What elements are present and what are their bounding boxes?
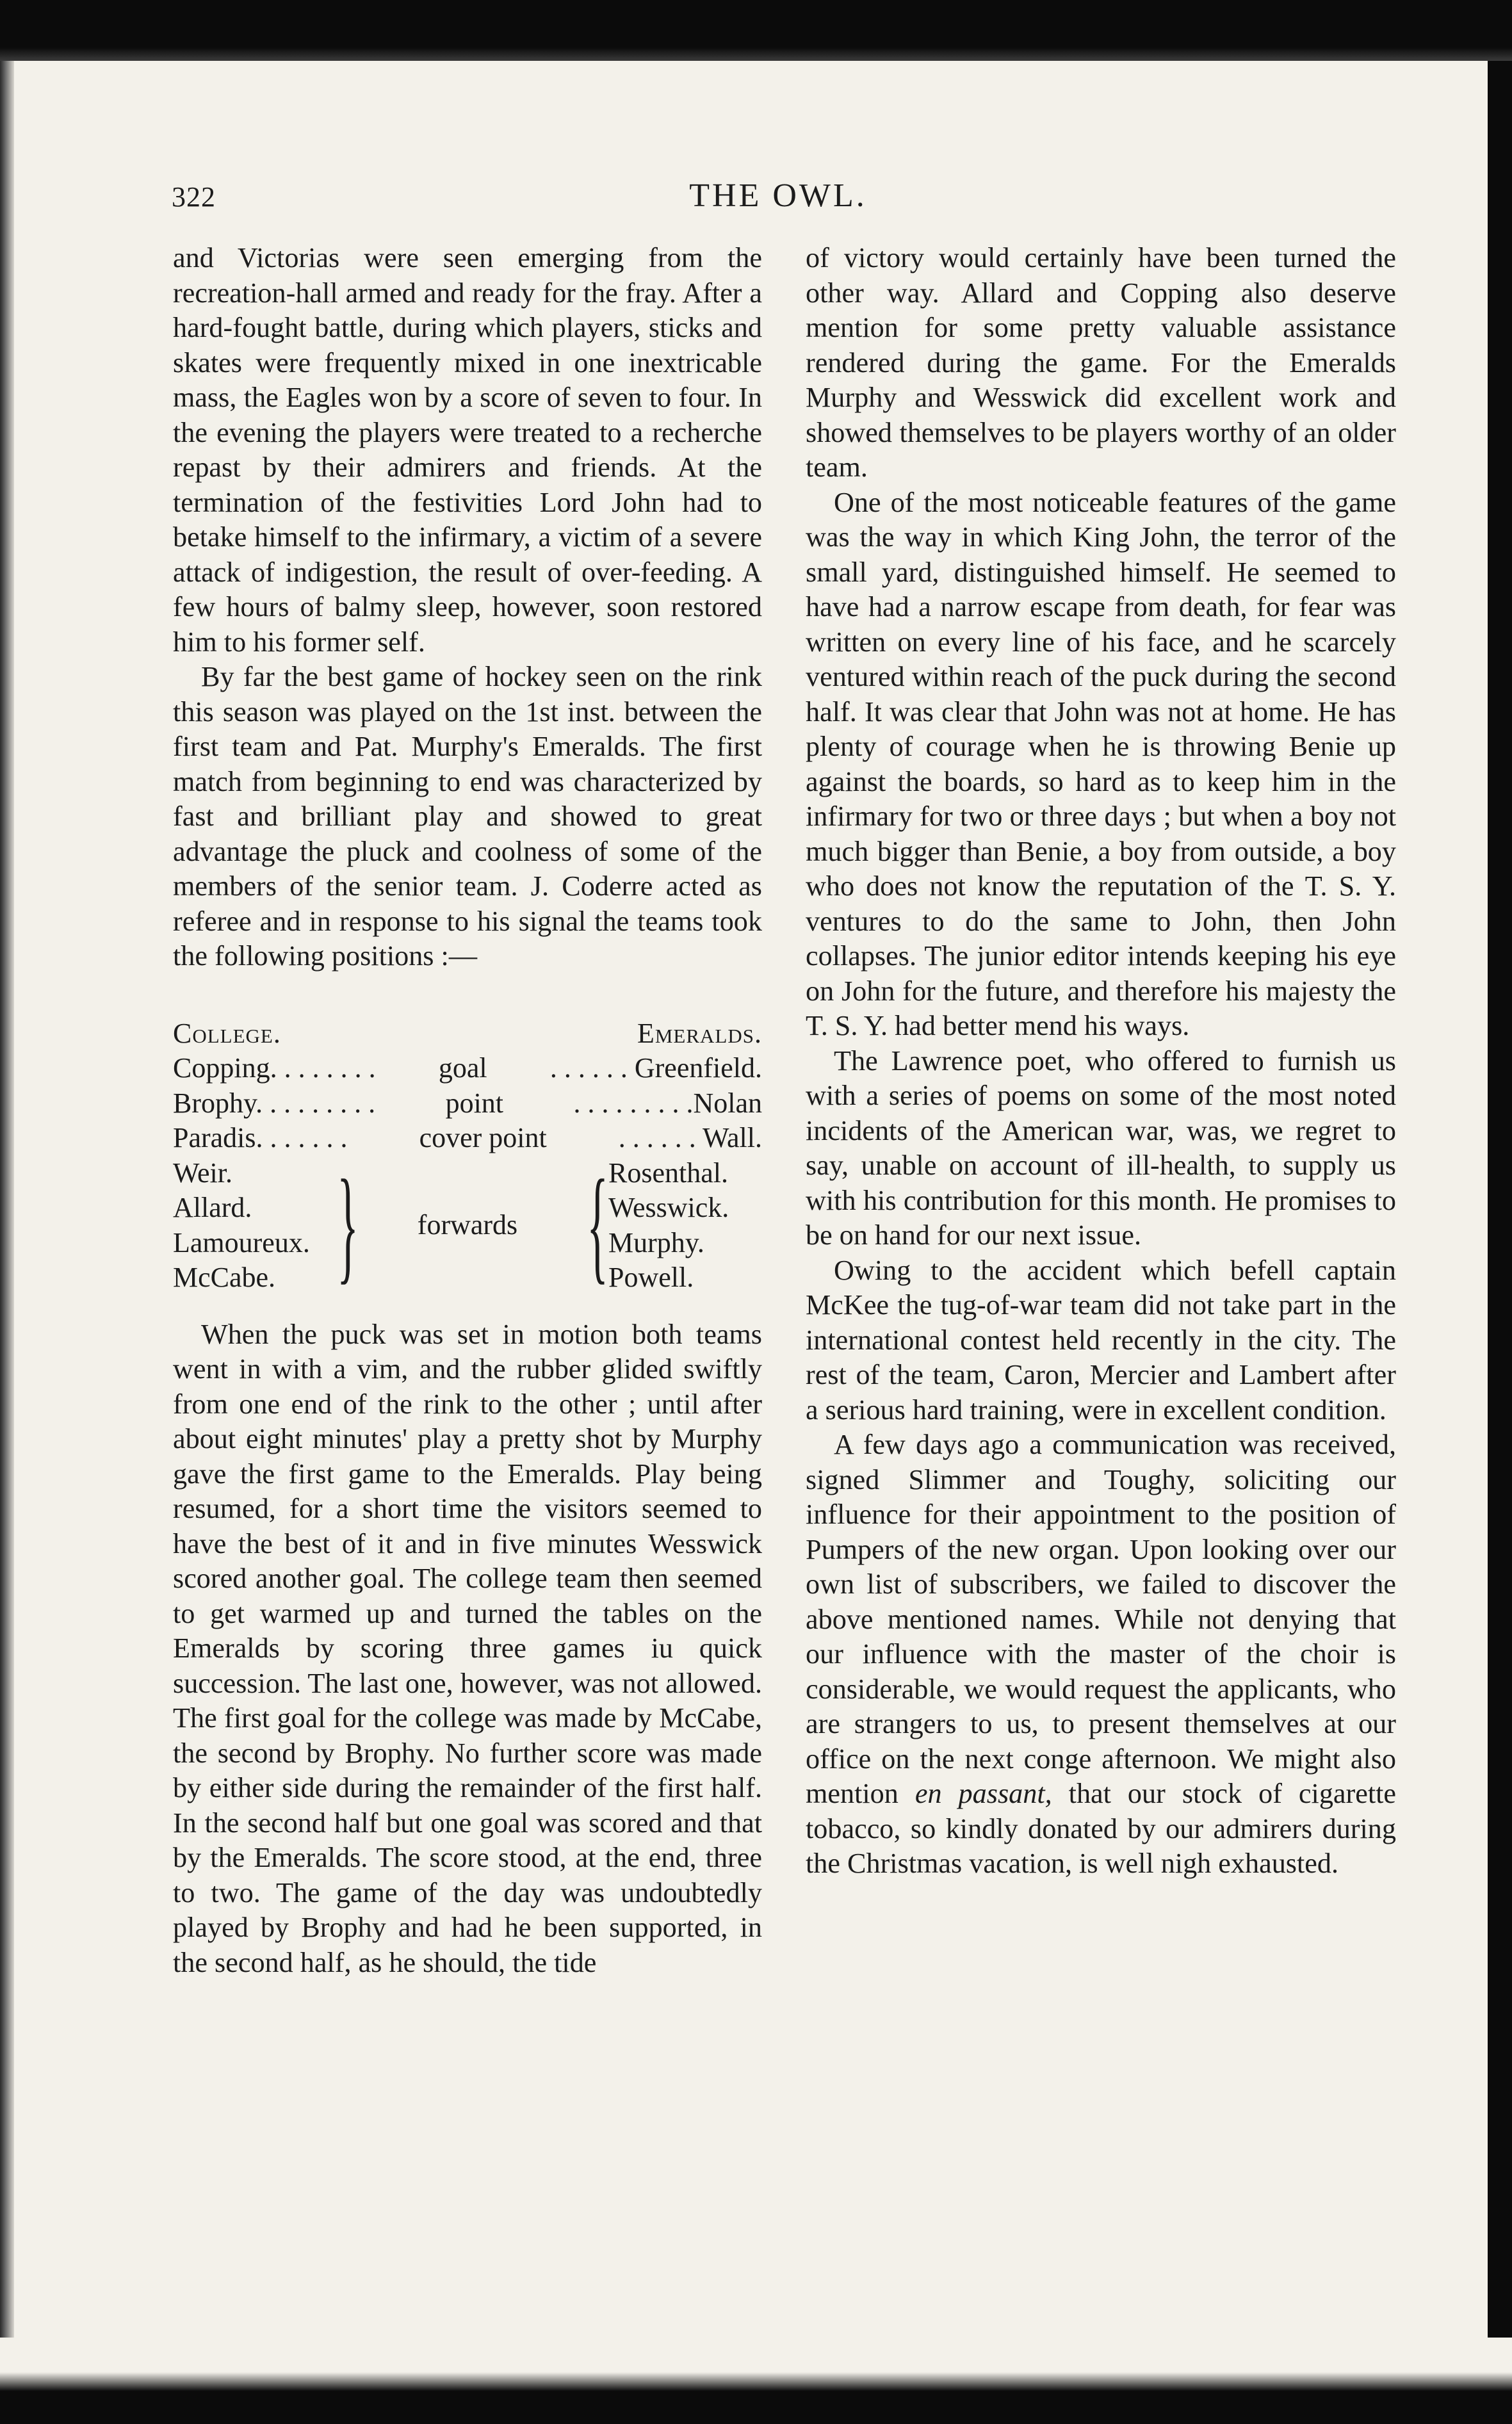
college-player: Copping: [173, 1052, 270, 1084]
right-brace: {: [587, 1153, 608, 1296]
emeralds-player: Powell.: [608, 1262, 694, 1293]
running-head: THE OWL.: [689, 177, 867, 214]
paragraph: When the puck was set in motion both teams went in with a vim, and the rubber glided swiftly from one end of the rink to the other ; until after about eight minutes' play a pretty shot by Murphy gave the first game to the Emeralds. Play being resumed, for a short time the visitors seemed to have the best of it and in five minutes Wesswick scored another goal. The college team then seemed to get warmed up and turned the tables on the Emeralds by scoring three games iu quick succession. The last one, however, was not allowed. The first goal for the college was made by McCabe, the second by Brophy. No further score was made by either side during the remainder of the first half. In the second half but one goal was scored and that by the Emeralds. The score stood, at the end, three to two. The game of the day was undoubtedly played by Brophy and had he been supported, in the second half, as he should, the tide: [173, 1318, 762, 1978]
italic-phrase: en passant,: [915, 1778, 1052, 1809]
college-player: McCabe.: [173, 1262, 276, 1293]
college-player: Brophy: [173, 1087, 256, 1119]
lineup-row: Paradis. . . . . . . cover point . . . . . . Wall.: [173, 1121, 762, 1156]
lineup-row: Brophy. . . . . . . . . point . . . . . . . . .Nolan: [173, 1086, 762, 1121]
position-label: point: [445, 1087, 504, 1119]
position-label: goal: [438, 1052, 487, 1084]
scan-border-top: [0, 0, 1512, 61]
left-brace: }: [337, 1153, 359, 1296]
emeralds-label: Emeralds.: [637, 1017, 762, 1049]
paragraph: of victory would certainly have been turned the other way. Allard and Copping also deserve mention for some pretty valuable assistance rendered during the game. For the Emeralds Murphy and Wesswick did excellent work and showed themselves to be players worthy of an older team.: [806, 242, 1396, 483]
forwards-label: forwards: [417, 1209, 518, 1241]
paragraph: The Lawrence poet, who offered to furnish us with a series of poems on some of the most noted incidents of the American war, was, we regret to say, unable on account of ill-health, to supply us with his contribution for this month. He promises to be on hand for our next issue.: [806, 1045, 1396, 1251]
lineup-header: [173, 1016, 762, 1052]
emeralds-player: Nolan: [693, 1087, 762, 1119]
forwards-block: [173, 1153, 762, 1296]
college-label: College.: [173, 1017, 281, 1049]
emeralds-player: Greenfield.: [634, 1052, 762, 1084]
emeralds-player: Wall.: [703, 1122, 762, 1153]
team-lineup: [173, 1016, 762, 1296]
paragraph: By far the best game of hockey seen on the rink this season was played on the 1st inst. between the first team and Pat. Murphy's Emeralds. The first match from beginning to end was characterized by fast and brilliant play and showed to great advantage the pluck and coolness of some of the members of the senior team. J. Coderre acted as referee and in response to his signal the teams took the following positions :—: [173, 661, 762, 972]
emeralds-forwards: [608, 1156, 762, 1296]
college-forwards: [173, 1156, 327, 1296]
lineup-row: Copping. . . . . . . . goal . . . . . . Greenfield.: [173, 1051, 762, 1086]
emeralds-player: Wesswick.: [608, 1192, 729, 1223]
paragraph: [806, 1428, 1396, 1882]
paragraph: One of the most noticeable features of the game was the way in which King John, the terror of the small yard, distinguished himself. He seemed to have had a narrow escape from death, for fear was written on every line of his face, and he scarcely ventured within reach of the puck during the second half. It was clear that John was not at home. He has plenty of courage when he is throwing Benie up against the boards, so hard as to keep him in the infirmary for two or three days ; but when a boy not much bigger than Benie, a boy from outside, a boy who does not know the reputation of the T. S. Y. ventures to do the same to John, then John collapses. The junior editor intends keeping his eye on John for the future, and therefore his majesty the T. S. Y. had better mend his ways.: [806, 486, 1396, 1041]
page-number: 322: [172, 181, 216, 213]
paragraph-text: A few days ago a communication was received, signed Slimmer and Toughy, soliciting our influence for their appointment to the position of Pumpers of the new organ. Upon looking over our own list of subscribers, we failed to discover the above mentioned names. While not denying that our influence with the master of the choir is considerable, we would request the applicants, who are strangers to us, to present themselves at our office on the next conge afternoon. We might also mention: [806, 1429, 1396, 1809]
paragraph-text: that our stock of cigarette tobacco, so kindly donated by our admirers during the Christmas vacation, is well nigh exhausted.: [806, 1778, 1397, 1879]
college-player: Weir.: [173, 1157, 232, 1189]
position-label: cover point: [419, 1122, 547, 1153]
college-player: Paradis: [173, 1122, 256, 1153]
scan-border-bottom: [0, 2338, 1512, 2424]
paragraph: and Victorias were seen emerging from the recreation-hall armed and ready for the fray. After a hard-fought battle, during which players, sticks and skates were frequently mixed in one inextricable mass, the Eagles won by a score of seven to four. In the evening the players were treated to a recherche repast by their admirers and friends. At the termination of the festivities Lord John had to betake himself to the infirmary, a victim of a severe attack of indigestion, the result of over-feeding. A few hours of balmy sleep, however, soon restored him to his former self.: [173, 242, 762, 658]
scan-border-right: [1488, 61, 1512, 2424]
college-player: Lamoureux.: [173, 1226, 310, 1258]
emeralds-player: Murphy.: [608, 1226, 704, 1258]
scan-border-left: [0, 61, 14, 2341]
right-column: [806, 241, 1396, 1882]
left-column: [173, 241, 762, 1980]
emeralds-player: Rosenthal.: [608, 1157, 728, 1189]
paragraph: Owing to the accident which befell captain McKee the tug-of-war team did not take part in the international contest held recently in the city. The rest of the team, Caron, Mercier and Lambert after a serious hard training, were in excellent condition.: [806, 1254, 1396, 1426]
college-player: Allard.: [173, 1192, 252, 1223]
